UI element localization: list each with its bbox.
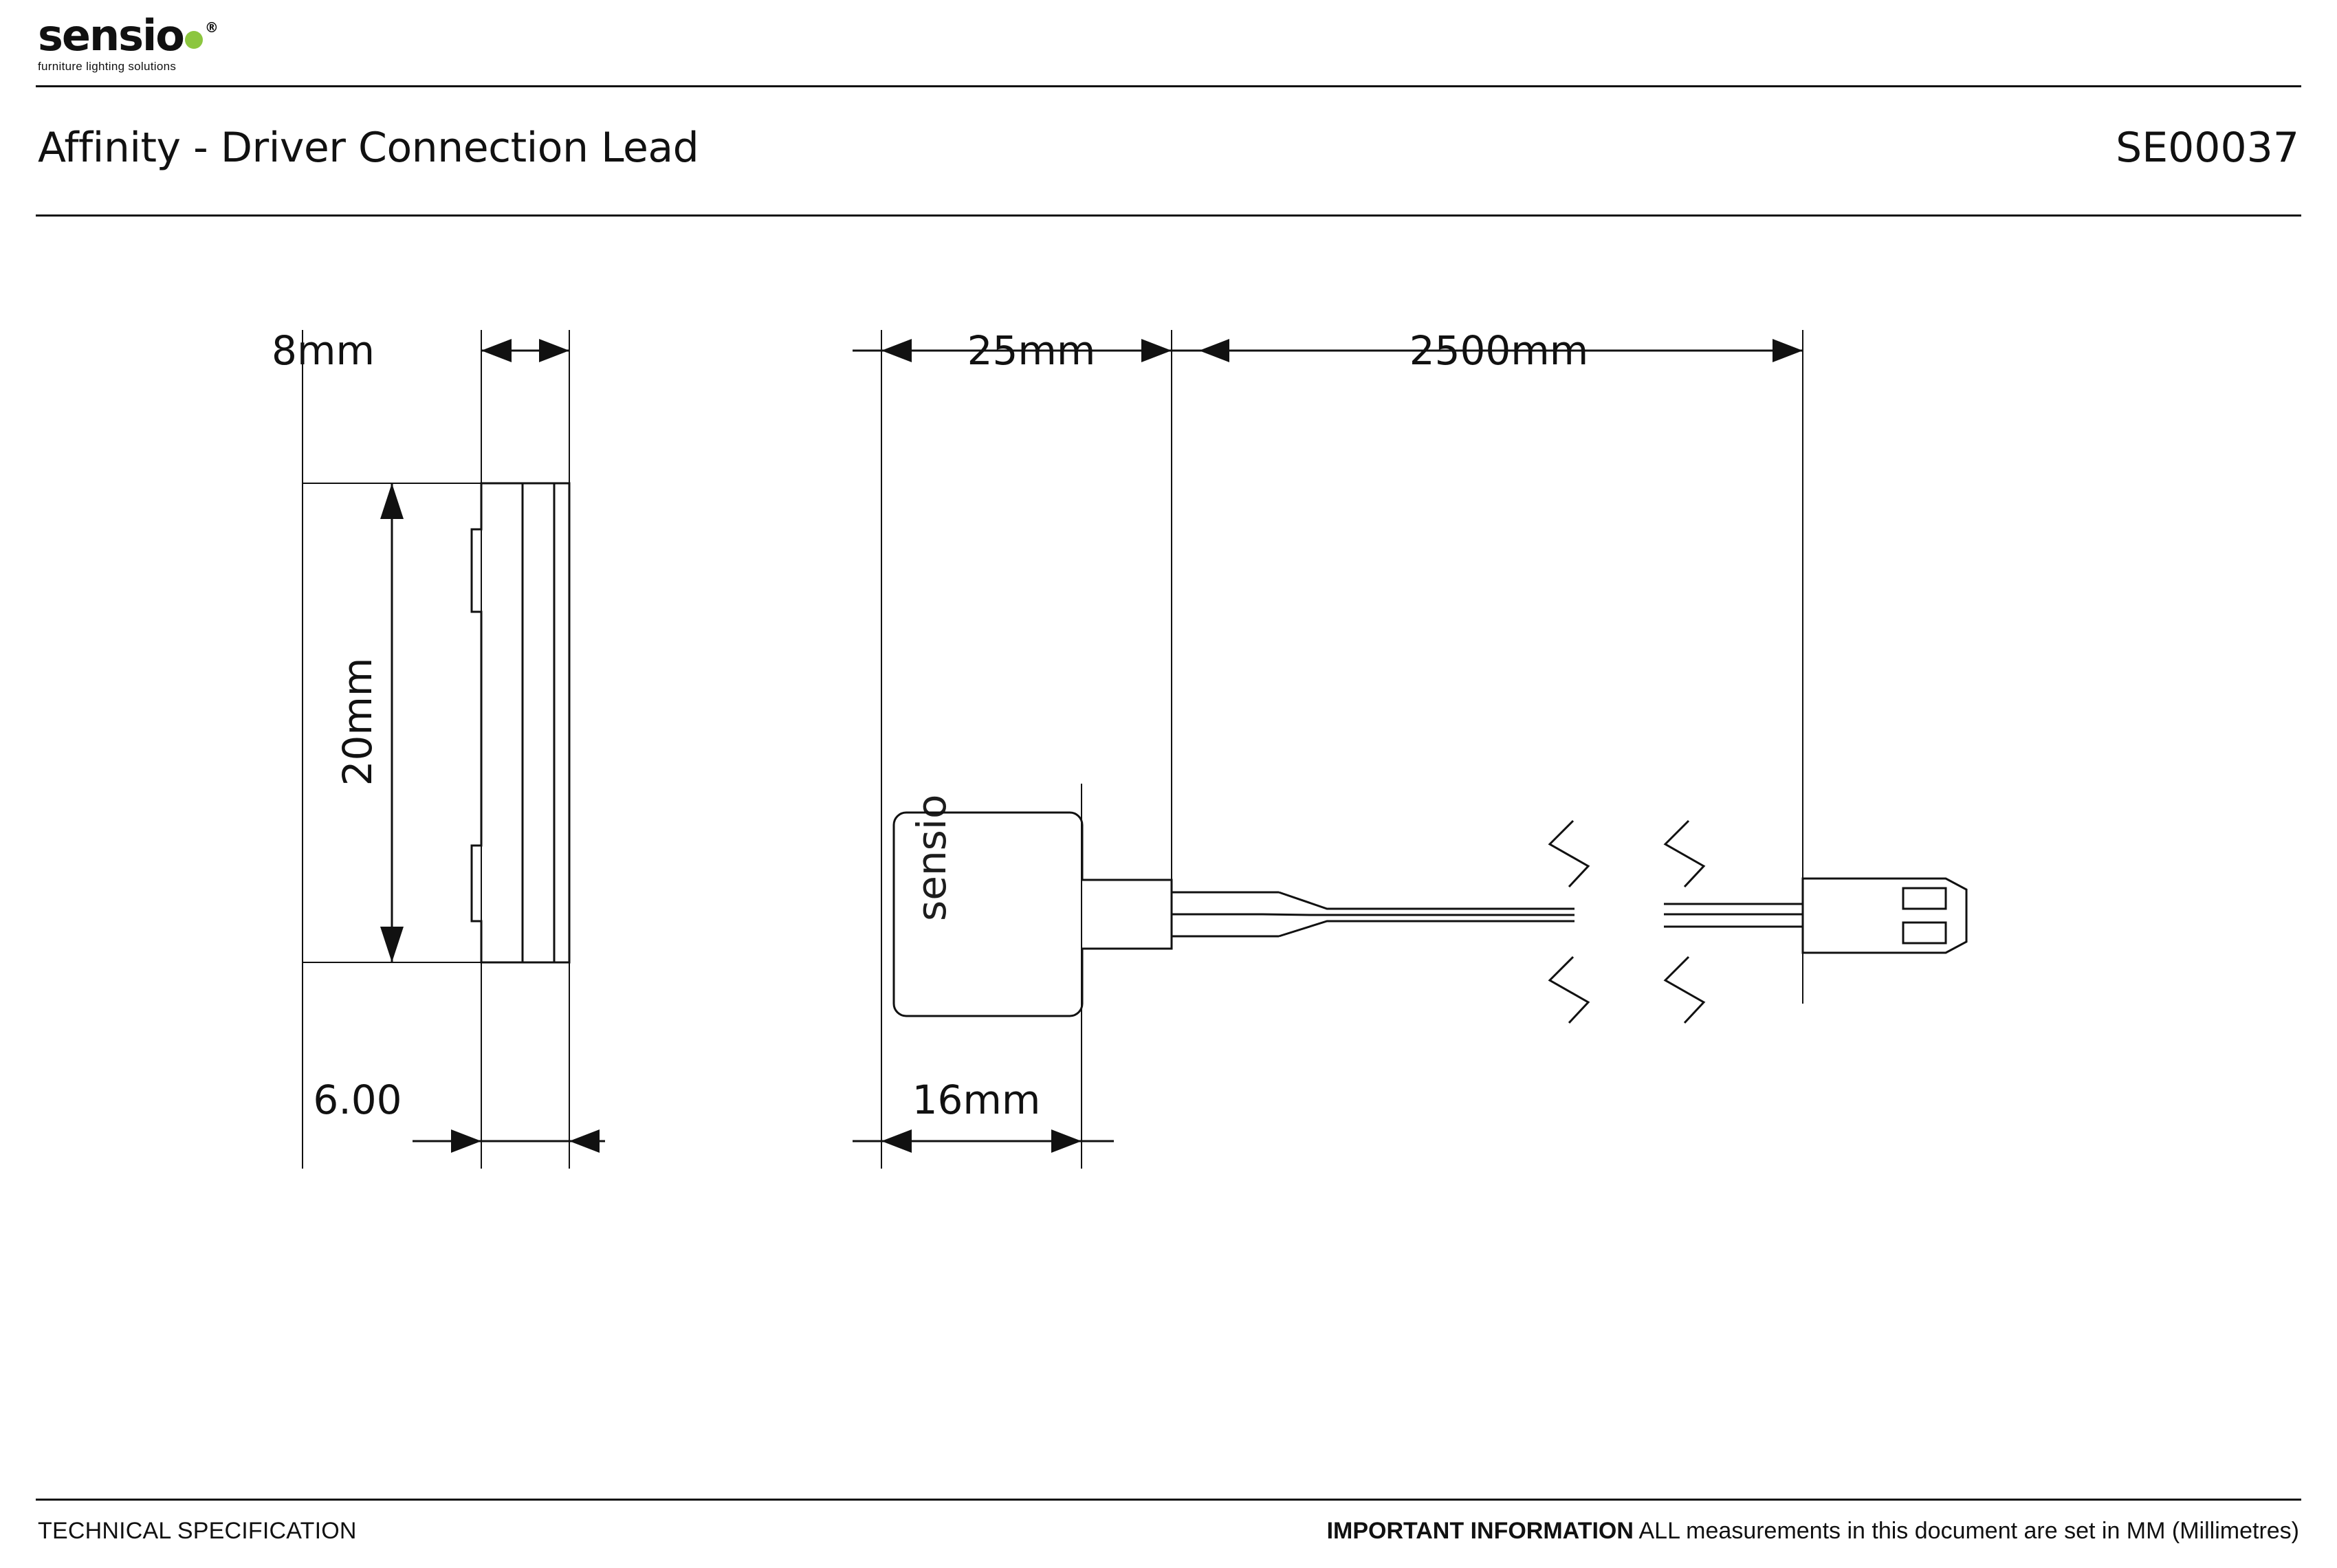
arrow-6mm-left [451, 1129, 481, 1153]
dimension-label-2500mm: 2500mm [1409, 327, 1589, 374]
footer-label: TECHNICAL SPECIFICATION [38, 1518, 357, 1544]
dimension-label-20mm: 20mm [334, 657, 381, 786]
arrow-20mm-top [380, 483, 404, 519]
arrow-25mm-right [1141, 339, 1172, 362]
logo-dot-icon [185, 31, 203, 49]
product-code: SE00037 [2116, 124, 2299, 172]
plug-contact-top [1903, 888, 1946, 909]
header-divider-top [36, 85, 2301, 87]
lead-wire-top-b [1279, 892, 1575, 909]
plug-contact-bottom [1903, 923, 1946, 943]
dimension-label-8mm: 8mm [272, 327, 375, 374]
technical-drawing [0, 227, 2337, 1464]
arrow-8mm-right [539, 339, 569, 362]
header-divider-bottom [36, 214, 2301, 217]
footer-note-label: IMPORTANT INFORMATION [1326, 1518, 1634, 1544]
dimension-label-25mm: 25mm [967, 327, 1096, 374]
page-title: Affinity - Driver Connection Lead [38, 124, 699, 172]
break-symbol-left-lower [1550, 957, 1588, 1023]
arrow-2500mm-left [1199, 339, 1229, 362]
logo-wordmark [38, 5, 244, 58]
plug-outline [1803, 879, 1966, 953]
break-symbol-right-lower [1665, 957, 1704, 1023]
footer-note [1327, 1518, 2299, 1545]
drawing-canvas [0, 227, 2337, 1464]
arrow-25mm-left [881, 339, 912, 362]
footer-note-text: ALL measurements in this document are set in MM (Millimetres) [1633, 1518, 2299, 1544]
connector-body-logo: sensio [908, 794, 955, 921]
arrow-8mm-left [481, 339, 512, 362]
footer-divider [36, 1499, 2301, 1501]
arrow-6mm-right [569, 1129, 600, 1153]
break-symbol-right-upper [1665, 821, 1704, 887]
logo-registered-mark: ® [204, 19, 217, 36]
lead-wire-bottom-b [1279, 921, 1575, 936]
arrow-16mm-right [1051, 1129, 1082, 1153]
break-symbol-left-upper [1550, 821, 1588, 887]
dimension-label-16mm: 16mm [912, 1076, 1041, 1123]
arrow-2500mm-right [1773, 339, 1803, 362]
logo-tagline: furniture lighting solutions [38, 60, 177, 73]
dimension-label-6mm: 6.00 [313, 1076, 402, 1123]
arrow-16mm-left [881, 1129, 912, 1153]
arrow-20mm-bottom [380, 927, 404, 962]
brand-logo [38, 5, 244, 81]
logo-text: sensio [38, 10, 184, 60]
lead-wire-mid-b [1262, 914, 1575, 915]
